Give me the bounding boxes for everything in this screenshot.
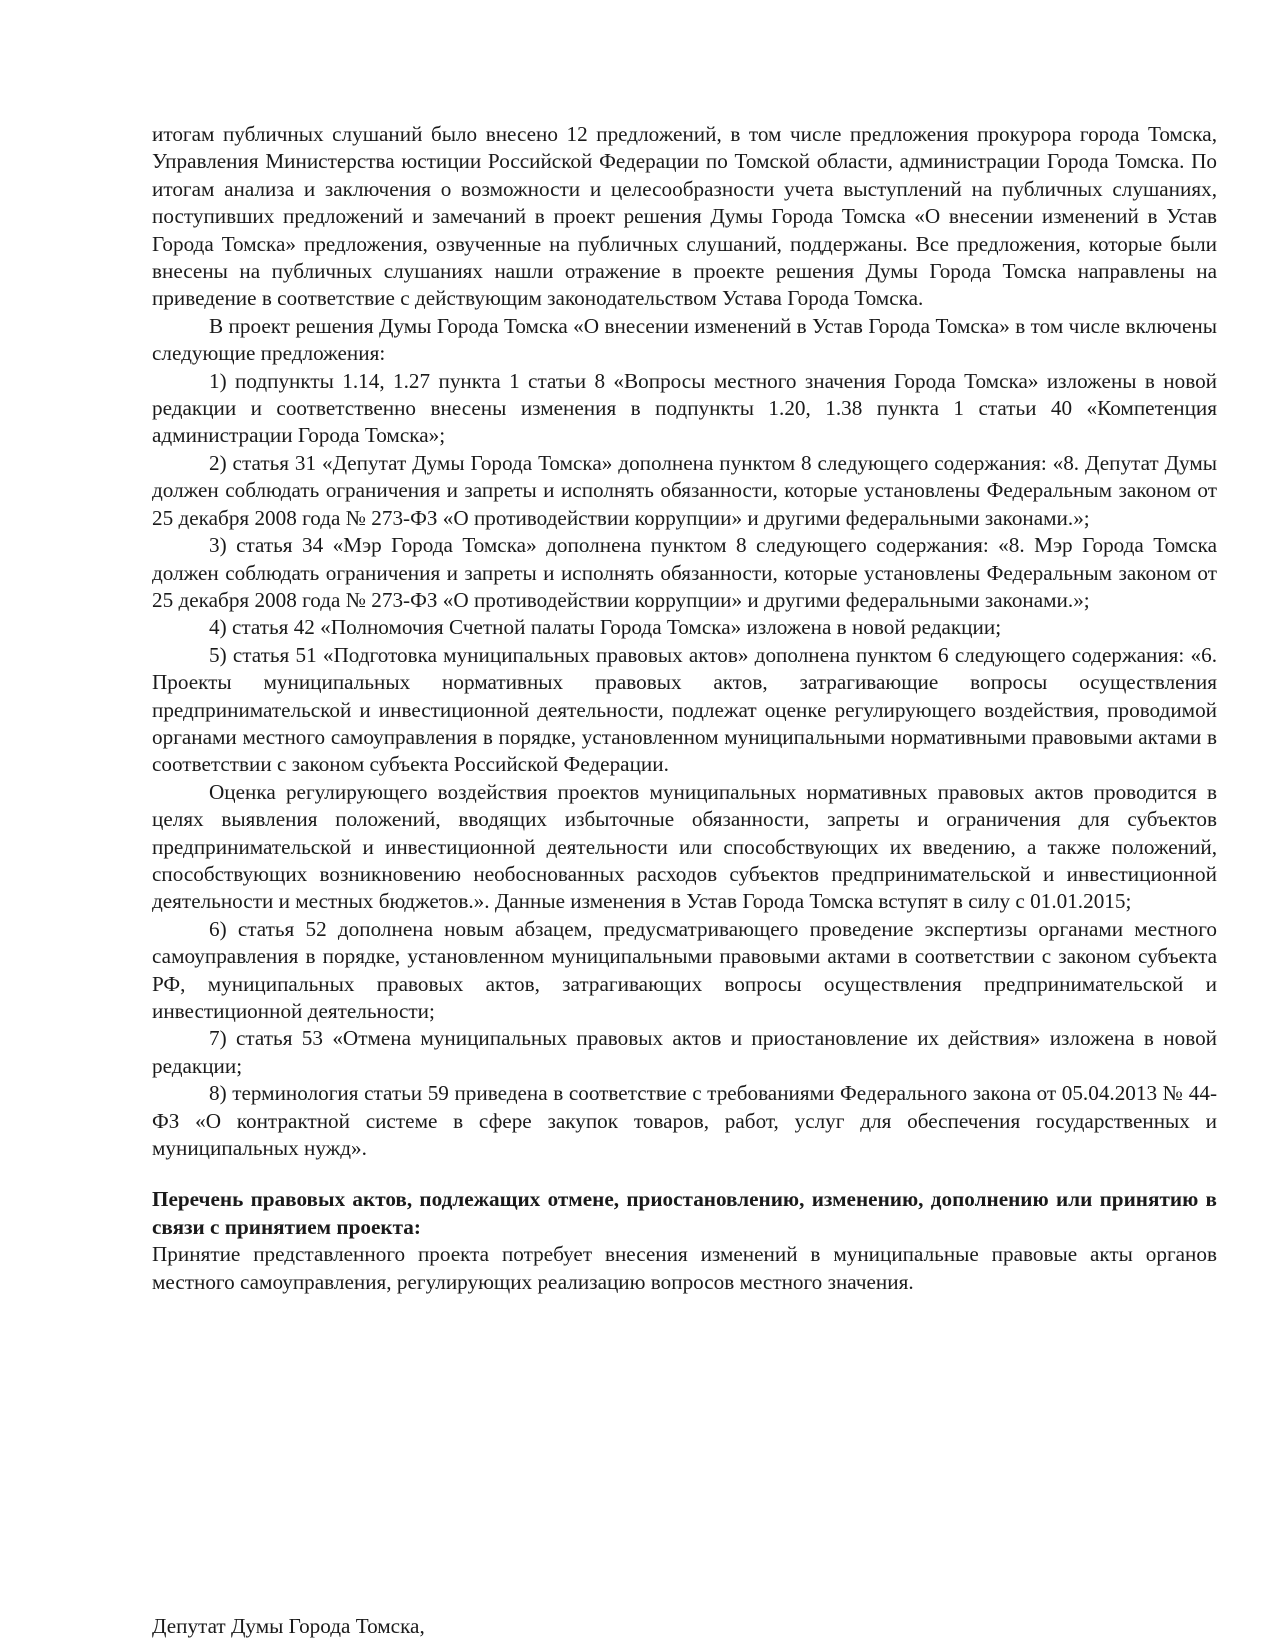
list-item-3: 3) статья 34 «Мэр Города Томска» дополнена пунктом 8 следующего содержания: «8. Мэр Города Томска должен соблюдать ограничения и запреты и исполнять обязанности, которые установлены Федеральным законом от 25 декабря 2008 года № 273-ФЗ «О противодействии коррупции» и другими федеральными законами.»; <box>152 533 1217 612</box>
list-item-1: 1) подпункты 1.14, 1.27 пункта 1 статьи 8 «Вопросы местного значения Города Томска» изложены в новой редакции и соответственно внесены изменения в подпункты 1.20, 1.38 пункта 1 статьи 40 «Компетенция администрации Города Томска»; <box>152 368 1217 448</box>
signature-line: Депутат Думы Города Томска, <box>152 1614 425 1638</box>
paragraph-public-hearings: итогам публичных слушаний было внесено 12 предложений, в том числе предложения прокурора города Томска, Управления Министерства юстиции Российской Федерации по Томской области, администрации Города Томска. По итогам анализа и заключения о возможности и целесообразности учета выступлений на публичных слушаниях, поступивших предложений и замечаний в проект решения Думы Города Томска «О внесении изменений в Устав Города Томска» предложения, озвученные на публичных слушаний, поддержаны. Все предложения, которые были внесены на публичных слушаниях нашли отражение в проекте решения Думы Города Томска направлены на приведение в соответствие с действующим законодательством Устава Города Томска. <box>152 122 1217 311</box>
section-heading: Перечень правовых актов, подлежащих отмене, приостановлению, изменению, дополнению или принятию в связи с принятием проекта: <box>152 1187 1217 1239</box>
list-item-7: 7) статья 53 «Отмена муниципальных правовых актов и приостановление их действия» изложена в новой редакции; <box>152 1026 1217 1078</box>
list-item-6: 6) статья 52 дополнена новым абзацем, предусматривающего проведение экспертизы органами местного самоуправления в порядке, установленном муниципальными правовыми актами в соответствии с законом субъекта РФ, муниципальных правовых актов, затрагивающих вопросы осуществления предпринимательской и инвестиционной деятельности; <box>152 916 1217 1023</box>
closing-paragraph: Принятие представленного проекта потребует внесения изменений в муниципальные правовые акты органов местного самоуправления, регулирующих реализацию вопросов местного значения. <box>152 1242 1217 1294</box>
list-item-4: 4) статья 42 «Полномочия Счетной палаты Города Томска» изложена в новой редакции; <box>209 615 1002 640</box>
list-item-2: 2) статья 31 «Депутат Думы Города Томска» дополнена пунктом 8 следующего содержания: «8. Депутат Думы должен соблюдать ограничения и запреты и исполнять обязанности, которые установлены Федеральным законом от 25 декабря 2008 года № 273-ФЗ «О противодействии коррупции» и другими федеральными законами.»; <box>152 450 1217 530</box>
list-item-5: 5) статья 51 «Подготовка муниципальных правовых актов» дополнена пунктом 6 следующего содержания: «6. Проекты муниципальных нормативных правовых актов, затрагивающие вопросы осуществления предпринимательской и инвестиционной деятельности, подлежат оценке регулирующего воздействия, проводимой органами местного самоуправления в порядке, установленном муниципальными нормативными правовыми актами в соответствии с законом субъекта Российской Федерации. <box>152 642 1217 777</box>
paragraph-proposals-intro: В проект решения Думы Города Томска «О внесении изменений в Устав Города Томска» в том числе включены следующие предложения: <box>152 313 1217 366</box>
paragraph-regulatory-assessment: Оценка регулирующего воздействия проектов муниципальных нормативных правовых актов проводится в целях выявления положений, вводящих избыточные обязанности, запреты и ограничения для субъектов предпринимательской и инвестиционной деятельности или способствующих их введению, а также положений, способствующих возникновению необоснованных расходов субъектов предпринимательской и инвестиционной деятельности и местных бюджетов.». Данные изменения в Устав Города Томска вступят в силу с 01.01.2015; <box>152 779 1217 914</box>
document-body <box>152 121 1217 1296</box>
list-item-8: 8) терминология статьи 59 приведена в соответствие с требованиями Федерального закона от 05.04.2013 № 44-ФЗ «О контрактной системе в сфере закупок товаров, работ, услуг для обеспечения государственных и муниципальных нужд». <box>152 1081 1217 1161</box>
